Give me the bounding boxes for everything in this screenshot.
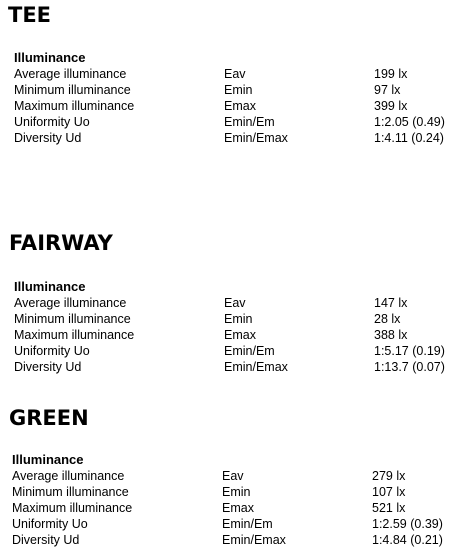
row-symbol: Emin/Em bbox=[222, 517, 273, 531]
table-row bbox=[12, 532, 458, 548]
row-label: Average illuminance bbox=[12, 469, 125, 483]
row-label: Maximum illuminance bbox=[12, 501, 133, 515]
row-symbol: Emin bbox=[224, 83, 253, 97]
table-row bbox=[14, 359, 458, 375]
table-row bbox=[12, 484, 458, 500]
row-value: 97 lx bbox=[374, 83, 401, 97]
row-symbol: Emin bbox=[224, 312, 253, 326]
table-row bbox=[12, 500, 458, 516]
row-label: Uniformity Uo bbox=[12, 517, 88, 531]
row-value: 388 lx bbox=[374, 328, 408, 342]
row-value: 1:13.7 (0.07) bbox=[374, 360, 445, 374]
row-value: 1:4.11 (0.24) bbox=[374, 131, 444, 145]
row-label: Minimum illuminance bbox=[14, 312, 131, 326]
table-row bbox=[14, 66, 458, 82]
row-symbol: Eav bbox=[224, 67, 246, 81]
row-symbol: Emin/Em bbox=[224, 344, 275, 358]
row-value: 147 lx bbox=[374, 296, 408, 310]
row-label: Minimum illuminance bbox=[12, 485, 129, 499]
row-label: Minimum illuminance bbox=[14, 83, 131, 97]
table-row bbox=[14, 343, 458, 359]
row-value: 1:4.84 (0.21) bbox=[372, 533, 443, 547]
row-symbol: Emax bbox=[224, 328, 256, 342]
row-label: Maximum illuminance bbox=[14, 99, 135, 113]
row-value: 1:5.17 (0.19) bbox=[374, 344, 445, 358]
table-row bbox=[14, 295, 458, 311]
row-symbol: Emax bbox=[222, 501, 254, 515]
row-label: Diversity Ud bbox=[14, 360, 82, 374]
table-heading: Illuminance bbox=[14, 279, 86, 294]
row-value: 1:2.05 (0.49) bbox=[374, 115, 445, 129]
table-row bbox=[12, 468, 458, 484]
table-row bbox=[14, 98, 458, 114]
section-title: GREEN bbox=[9, 406, 89, 430]
row-value: 279 lx bbox=[372, 469, 406, 483]
row-label: Uniformity Uo bbox=[14, 344, 90, 358]
row-symbol: Eav bbox=[224, 296, 246, 310]
table-heading: Illuminance bbox=[14, 50, 86, 65]
table-row bbox=[12, 516, 458, 532]
table-row bbox=[14, 130, 458, 146]
table-heading: Illuminance bbox=[12, 452, 84, 467]
row-label: Uniformity Uo bbox=[14, 115, 90, 129]
row-value: 521 lx bbox=[372, 501, 406, 515]
table-row bbox=[14, 82, 458, 98]
table-row bbox=[14, 311, 458, 327]
table-row bbox=[14, 114, 458, 130]
row-symbol: Emin bbox=[222, 485, 251, 499]
row-label: Diversity Ud bbox=[12, 533, 80, 547]
row-label: Average illuminance bbox=[14, 296, 127, 310]
row-symbol: Emin/Emax bbox=[224, 360, 288, 374]
table-row bbox=[14, 327, 458, 343]
section-title: TEE bbox=[8, 3, 52, 27]
row-label: Diversity Ud bbox=[14, 131, 82, 145]
row-value: 199 lx bbox=[374, 67, 408, 81]
row-symbol: Emin/Emax bbox=[224, 131, 288, 145]
row-label: Average illuminance bbox=[14, 67, 127, 81]
section-title: FAIRWAY bbox=[9, 231, 113, 255]
row-symbol: Emin/Em bbox=[224, 115, 275, 129]
row-symbol: Emax bbox=[224, 99, 256, 113]
row-symbol: Eav bbox=[222, 469, 244, 483]
row-value: 399 lx bbox=[374, 99, 408, 113]
row-value: 28 lx bbox=[374, 312, 401, 326]
row-value: 107 lx bbox=[372, 485, 406, 499]
row-value: 1:2.59 (0.39) bbox=[372, 517, 443, 531]
row-symbol: Emin/Emax bbox=[222, 533, 286, 547]
row-label: Maximum illuminance bbox=[14, 328, 135, 342]
